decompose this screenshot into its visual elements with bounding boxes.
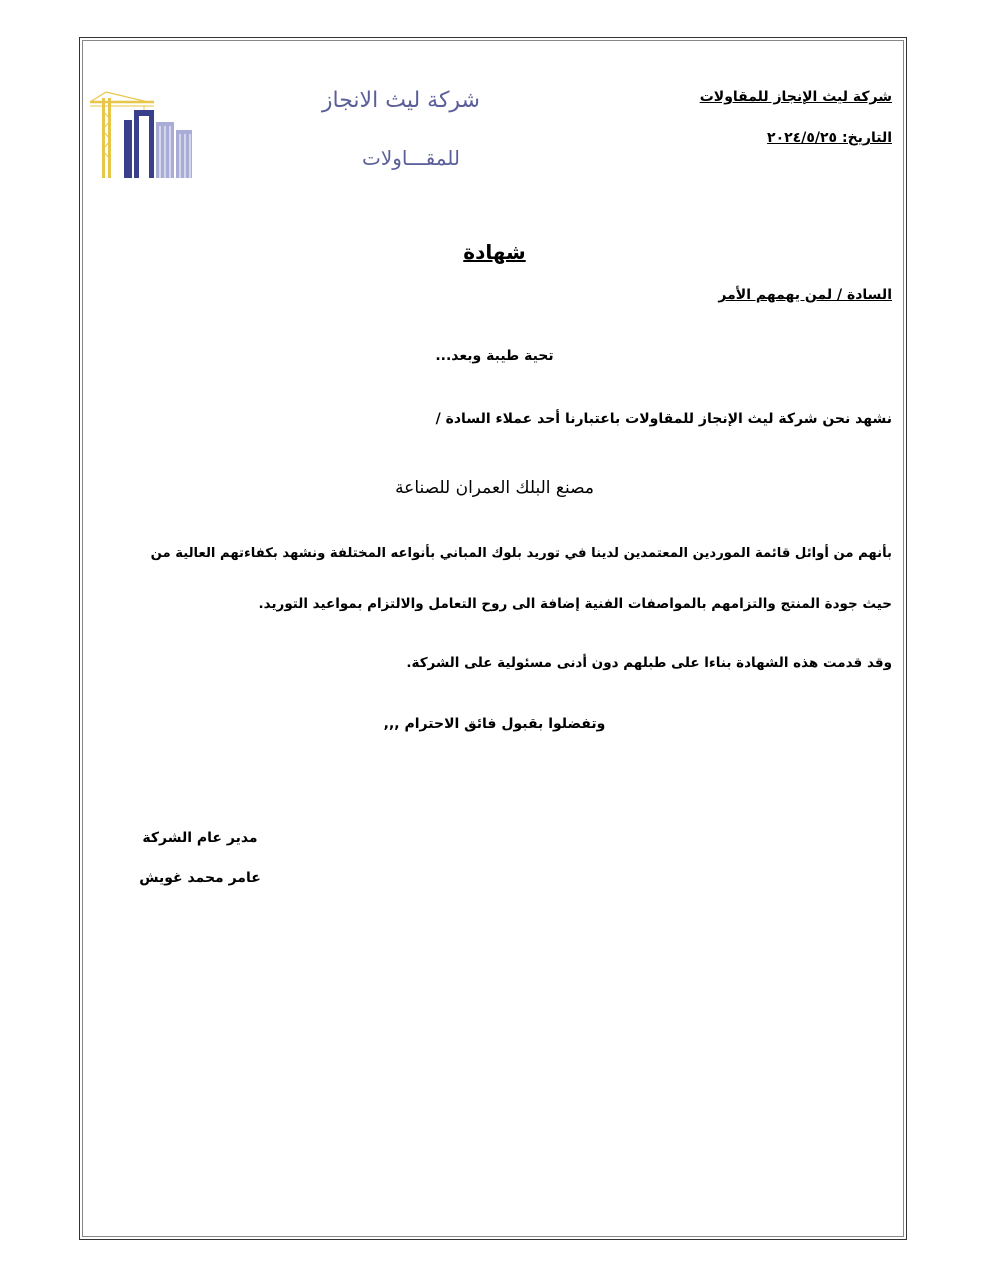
logo-title: شركة ليث الانجاز [321, 88, 480, 113]
header-date: التاريخ: ٢٠٢٤/٥/٢٥ [767, 130, 892, 146]
crane-buildings-icon [88, 90, 196, 178]
closing-line: وتفضلوا بقبول فائق الاحترام ,,, [383, 716, 606, 732]
greeting: تحية طيبة وبعد... [435, 348, 554, 364]
addressee: السادة / لمن يهمهم الأمر [718, 287, 892, 303]
factory-name: مصنع البلك العمران للصناعة [395, 478, 594, 498]
logo-subtitle: للمقـــاولات [362, 146, 460, 170]
signature-title: مدير عام الشركة [142, 830, 258, 846]
paragraph-body-2: حيث جودة المنتج والتزامهم بالمواصفات الفنية إضافة الى روح التعامل والالتزام بمواعيد التوريد. [258, 596, 892, 612]
document-title [0, 240, 989, 264]
document-title-text: شهادة [463, 240, 526, 264]
header-company-name: شركة ليث الإنجاز للمقاولات [699, 89, 892, 105]
paragraph-intro: نشهد نحن شركة ليث الإنجاز للمقاولات باعتبارنا أحد عملاء السادة / [435, 411, 892, 427]
page-border-inner [82, 40, 904, 1237]
signature-name: عامر محمد غويش [139, 870, 261, 886]
paragraph-disclaimer: وقد قدمت هذه الشهادة بناءا على طبلهم دون أدنى مسئولية على الشركة. [406, 655, 892, 671]
paragraph-body-1: بأنهم من أوائل قائمة الموردين المعتمدين لدينا في توريد بلوك المباني بأنواعه المختلفة ونشهد بكفاءتهم العالية من [150, 546, 892, 561]
